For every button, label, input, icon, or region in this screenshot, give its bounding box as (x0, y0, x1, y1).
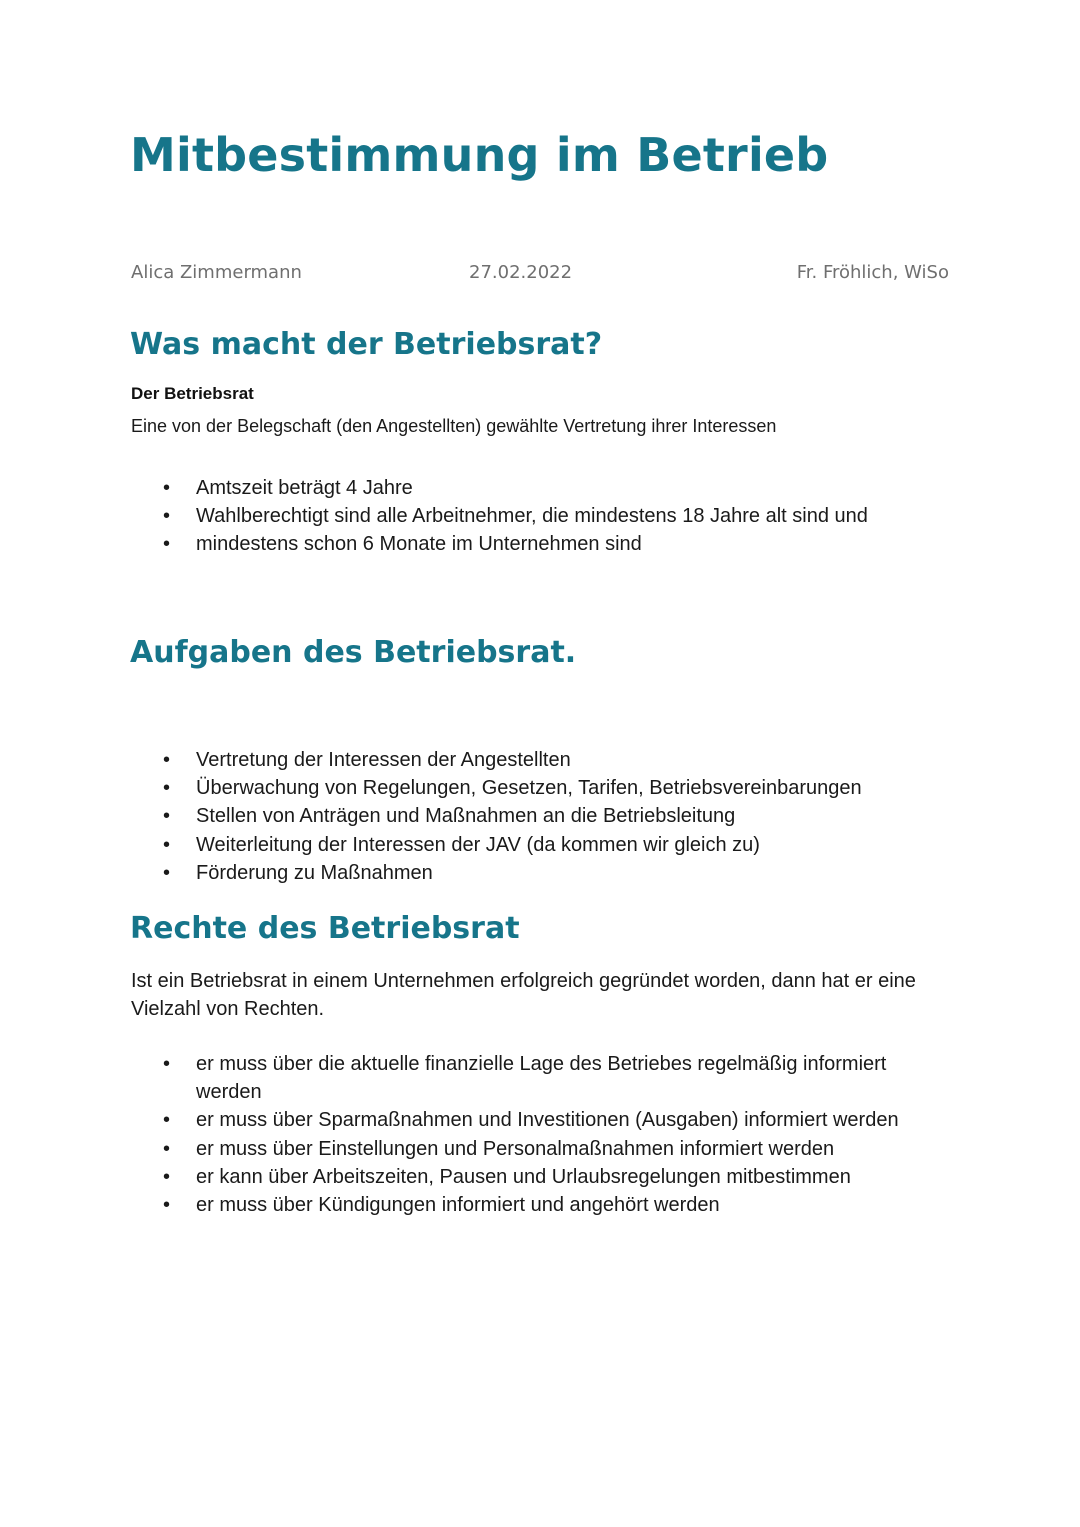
bullet-icon: • (163, 777, 171, 800)
list-item (0, 1191, 956, 1219)
section-heading-rechte: Rechte des Betriebsrat (130, 911, 520, 946)
bullet-icon: • (163, 833, 171, 856)
list-item (0, 746, 956, 774)
list-item-text: Förderung zu Maßnahmen (196, 861, 433, 884)
bullet-icon: • (163, 1109, 171, 1132)
document-title: Mitbestimmung im Betrieb (130, 128, 829, 182)
list-item (0, 502, 956, 530)
bullet-icon: • (163, 861, 171, 884)
list-item-text: er muss über Einstellungen und Personalmaßnahmen informiert werden (196, 1137, 835, 1160)
bullet-list-betriebsrat (0, 474, 956, 559)
list-item (0, 1163, 956, 1191)
list-item (0, 474, 956, 502)
bullet-icon: • (163, 749, 171, 771)
list-item-text: Überwachung von Regelungen, Gesetzen, Tarifen, Betriebsvereinbarungen (196, 777, 862, 800)
list-item-text: Stellen von Anträgen und Maßnahmen an die Betriebsleitung (196, 805, 736, 828)
list-item (0, 530, 956, 558)
teacher-subject: Fr. Fröhlich, WiSo (796, 262, 949, 283)
list-item (0, 1050, 956, 1106)
list-item-text: er muss über die aktuelle finanzielle Lage des Betriebes regelmäßig informiert werden (196, 1053, 887, 1104)
bullet-icon: • (163, 1137, 171, 1160)
bullet-icon: • (163, 533, 171, 556)
bullet-icon: • (163, 1053, 171, 1075)
bullet-icon: • (163, 805, 171, 828)
list-item (0, 1135, 956, 1163)
bullet-icon: • (163, 505, 171, 528)
bullet-icon: • (163, 1165, 171, 1188)
list-item-text: Weiterleitung der Interessen der JAV (da kommen wir gleich zu) (196, 833, 760, 856)
list-item-text: er muss über Sparmaßnahmen und Investitionen (Ausgaben) informiert werden (196, 1109, 899, 1132)
document-date: 27.02.2022 (469, 262, 573, 283)
bullet-list-rechte (0, 1050, 956, 1219)
list-item-text: er muss über Kündigungen informiert und angehört werden (196, 1194, 720, 1217)
rechte-intro-text: Ist ein Betriebsrat in einem Unternehmen erfolgreich gegründet worden, dann hat er eine Vielzahl von Rechten. (131, 970, 916, 1020)
author-name: Alica Zimmermann (131, 262, 302, 283)
list-item (0, 859, 956, 887)
section-heading-betriebsrat: Was macht der Betriebsrat? (130, 327, 603, 362)
list-item (0, 831, 956, 859)
section-subheading: Der Betriebsrat (131, 384, 254, 403)
list-item-text: Vertretung der Interessen der Angestellten (196, 749, 571, 771)
list-item (0, 774, 956, 802)
list-item (0, 1106, 956, 1134)
list-item-text: er kann über Arbeitszeiten, Pausen und Urlaubsregelungen mitbestimmen (196, 1165, 851, 1188)
list-item-text: Wahlberechtigt sind alle Arbeitnehmer, die mindestens 18 Jahre alt sind und (196, 505, 868, 528)
list-item-text: mindestens schon 6 Monate im Unternehmen sind (196, 533, 642, 556)
list-item-text: Amtszeit beträgt 4 Jahre (196, 477, 413, 499)
bullet-list-aufgaben (0, 746, 956, 887)
list-item (0, 802, 956, 830)
definition-text: Eine von der Belegschaft (den Angestellten) gewählte Vertretung ihrer Interessen (131, 416, 777, 436)
section-heading-aufgaben: Aufgaben des Betriebsrat. (130, 635, 577, 670)
bullet-icon: • (163, 1194, 171, 1217)
bullet-icon: • (163, 477, 171, 499)
